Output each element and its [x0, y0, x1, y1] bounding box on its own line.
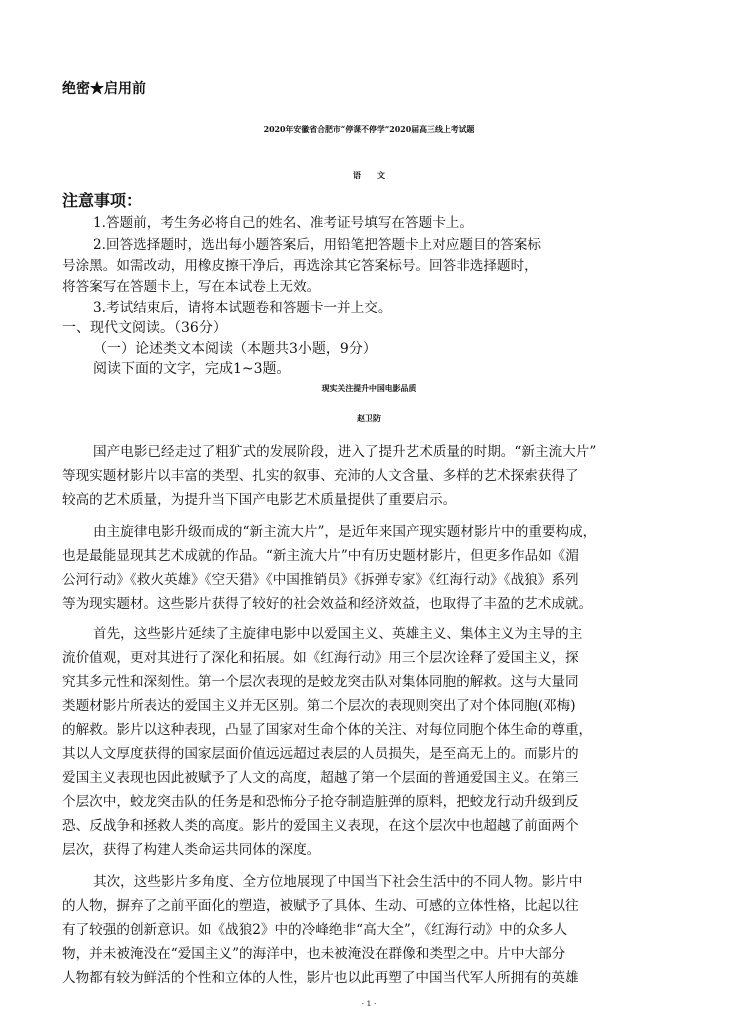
article-line: 较高的艺术质量，为提升当下国产电影艺术质量提供了重要启示。: [62, 492, 457, 508]
section-subheading: （一）论述类文本阅读（本题共3小题，9分）: [93, 341, 377, 357]
notes-heading: 注意事项：: [62, 191, 143, 210]
subject-title: 语 文: [353, 170, 385, 180]
article-line: 也是最能显现其艺术成就的作品。“新主流大片”中有历史题材影片，但更多作品如《湄: [62, 548, 579, 564]
reading-instruction: 阅读下面的文字，完成1~3题。: [93, 361, 291, 377]
article-line: 有了较强的创新意识。如《战狼2》中的冷峰绝非“高大全”，《红海行动》中的众多人: [62, 922, 568, 938]
article-line: 等现实题材影片以丰富的类型、扎实的叙事、充沛的人文含量、多样的艺术探索获得了: [62, 468, 579, 484]
article-line: 公河行动》《救火英雄》《空天猎》《中国推销员》《拆弹专家》《红海行动》《战狼》系列: [62, 572, 579, 588]
article-line: 的人物，摒弃了之前平面化的塑造，被赋予了具体、生动、可感的立体性格，比起以往: [62, 898, 579, 914]
secret-label: 绝密★启用前: [62, 81, 146, 97]
section-heading: 一、现代文阅读。（36分）: [62, 320, 227, 336]
article-title: 现实关注提升中国电影品质: [321, 384, 417, 393]
article-line: 恐、反战争和拯救人类的高度。影片的爱国主义表现，在这个层次中也超越了前面两个: [62, 818, 579, 834]
exam-title: 2020年安徽省合肥市“停课不停学”2020届高三线上考试题: [263, 125, 475, 134]
notes-item: 将答案写在答题卡上，写在本试卷上无效。: [62, 279, 321, 295]
notes-item: 号涂黑。如需改动，用橡皮擦干净后，再选涂其它答案标号。回答非选择题时，: [62, 258, 538, 274]
article-line: 首先，这些影片延续了主旋律电影中以爱国主义、英雄主义、集体主义为主导的主: [93, 626, 583, 642]
article-line: 人物都有较为鲜活的个性和立体的人性，影片也以此再塑了中国当代军人所拥有的英雄: [62, 970, 579, 986]
article-line: 爱国主义表现也因此被赋予了人文的高度，超越了第一个层面的普通爱国主义。在第三: [62, 770, 579, 786]
article-line: 其以人文厚度获得的国家层面价值远远超过表层的人员损失，是至高无上的。而影片的: [62, 746, 579, 762]
article-line: 等为现实题材。这些影片获得了较好的社会效益和经济效益，也取得了丰盈的艺术成就。: [62, 596, 593, 612]
article-line: 物，并未被淹没在“爱国主义”的海洋中，也未被淹没在群像和类型之中。片中大部分: [62, 946, 566, 962]
article-line: 个层次中，蛟龙突击队的任务是和恐怖分子抢夺制造脏弹的原料，把蛟龙行动升级到反: [62, 794, 579, 810]
article-line: 流价值观，更对其进行了深化和拓展。如《红海行动》用三个层次诠释了爱国主义，探: [62, 650, 579, 666]
article-author: 赵卫防: [357, 414, 381, 423]
article-line: 的解救。影片以这种表现，凸显了国家对生命个体的关注、对每位同胞个体生命的尊重，: [62, 722, 593, 738]
article-line: 国产电影已经走过了粗犷式的发展阶段，进入了提升艺术质量的时期。“新主流大片”: [93, 444, 597, 460]
article-line: 类题材影片所表达的爱国主义并无区别。第二个层次的表现则突出了对个体同胞(邓梅): [62, 698, 576, 714]
page-number: · 1 ·: [361, 999, 377, 1008]
article-line: 由主旋律电影升级而成的“新主流大片”，是近年来国产现实题材影片中的重要构成，: [93, 524, 597, 540]
article-line: 层次，获得了构建人类命运共同体的深度。: [62, 842, 321, 858]
article-line: 究其多元性和深刻性。第一个层次表现的是蛟龙突击队对集体同胞的解救。这与大量同: [62, 674, 579, 690]
notes-item: 1.答题前，考生务必将自己的姓名、准考证号填写在答题卡上。: [93, 215, 473, 231]
notes-item: 2.回答选择题时，选出每小题答案后，用铅笔把答题卡上对应题目的答案标: [93, 237, 541, 253]
article-line: 其次，这些影片多角度、全方位地展现了中国当下社会生活中的不同人物。影片中: [93, 874, 583, 890]
notes-item: 3.考试结束后，请将本试题卷和答题卡一并上交。: [93, 300, 392, 316]
